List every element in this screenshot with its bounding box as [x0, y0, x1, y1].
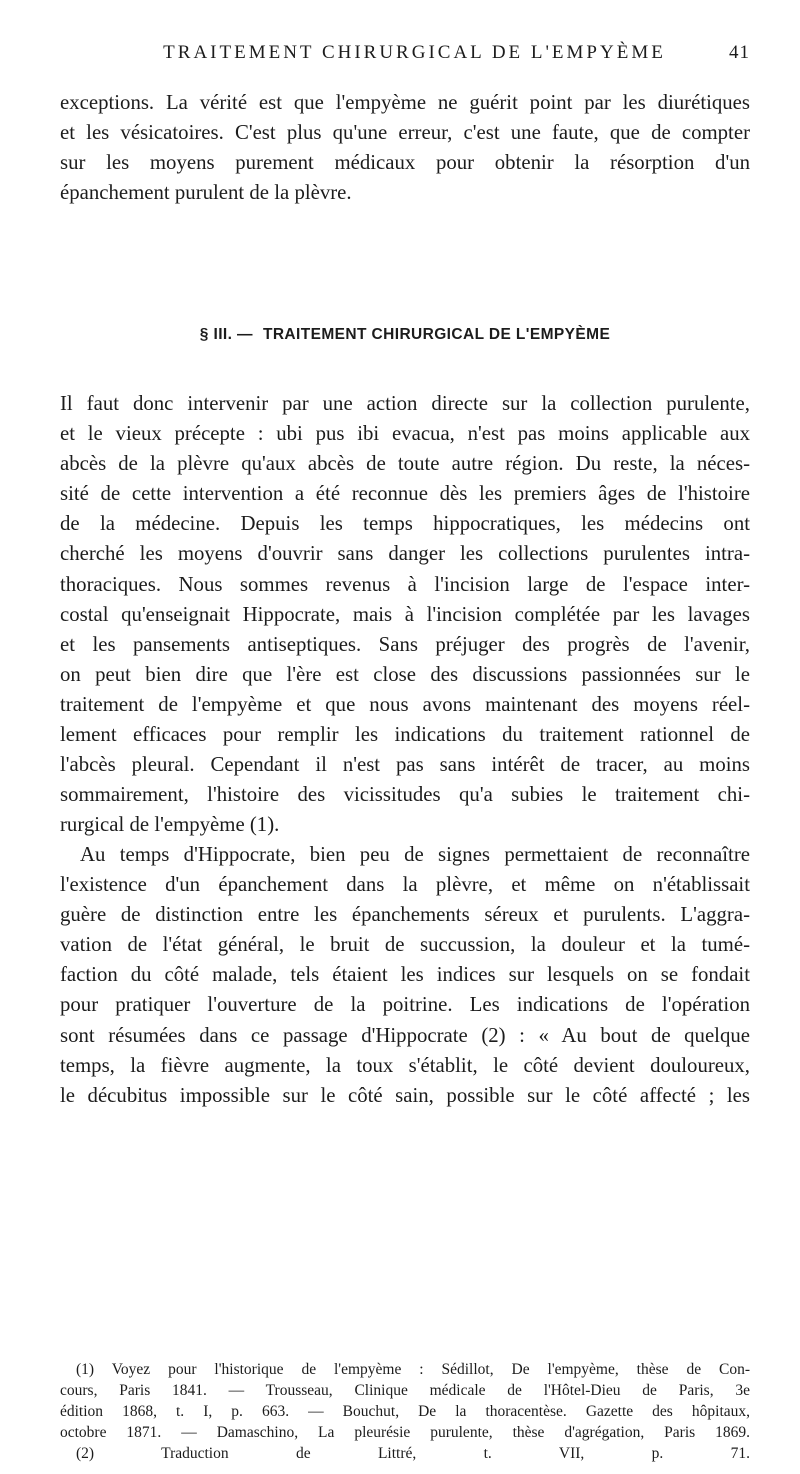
footnote-line: cours, Paris 1841. — Trousseau, Clinique médicale de l'Hôtel-Dieu de Paris, 3e: [60, 1382, 750, 1399]
text-line: de la médecine. Depuis les temps hippocratiques, les médecins ont: [60, 512, 750, 536]
text-line: et les vésicatoires. C'est plus qu'une erreur, c'est une faute, que de compter: [60, 121, 750, 145]
text-line: on peut bien dire que l'ère est close des discussions passionnées sur le: [60, 662, 750, 686]
text-line: sur les moyens purement médicaux pour obtenir la résorption d'un: [60, 151, 750, 175]
running-header: [60, 42, 750, 64]
footnote-line: (2) Traduction de Littré, t. VII, p. 71.: [76, 1445, 750, 1462]
text-line: épanchement purulent de la plèvre.: [60, 181, 352, 205]
footnotes: [60, 1359, 750, 1464]
text-line: l'abcès pleural. Cependant il n'est pas sans intérêt de tracer, au moins: [60, 753, 750, 777]
footnote-line: octobre 1871. — Damaschino, La pleurésie purulente, thèse d'agrégation, Paris 1869.: [60, 1424, 750, 1441]
page-number: 41: [729, 42, 750, 63]
text-line: traitement de l'empyème et que nous avons maintenant des moyens réel-: [60, 692, 750, 716]
text-line: temps, la fièvre augmente, la toux s'établit, le côté devient douloureux,: [60, 1053, 750, 1077]
section-heading: [60, 326, 750, 344]
text-line: sité de cette intervention a été reconnue dès les premiers âges de l'histoire: [60, 482, 750, 506]
text-line: faction du côté malade, tels étaient les indices sur lesquels on se fondait: [60, 963, 750, 987]
intro-paragraph: [60, 88, 750, 208]
text-line: Il faut donc intervenir par une action directe sur la collection purulente,: [60, 392, 750, 415]
text-line: Au temps d'Hippocrate, bien peu de signes permettaient de reconnaître: [80, 843, 750, 866]
text-line: lement efficaces pour remplir les indications du traitement rationnel de: [60, 723, 750, 747]
section-number: § III. —: [199, 326, 253, 343]
footnote-line: édition 1868, t. I, p. 663. — Bouchut, De la thoracentèse. Gazette des hôpitaux,: [60, 1403, 750, 1420]
text-line: sommairement, l'histoire des vicissitudes qu'a subies le traitement chi-: [60, 783, 750, 807]
text-line: thoraciques. Nous sommes revenus à l'incision large de l'espace inter-: [60, 572, 750, 596]
text-line: l'existence d'un épanchement dans la plèvre, et même on n'établissait: [60, 873, 750, 897]
text-line: vation de l'état général, le bruit de succussion, la douleur et la tumé-: [60, 933, 750, 957]
paragraph-1: [60, 389, 750, 840]
text-line: et le vieux précepte : ubi pus ibi evacua, n'est pas moins applicable aux: [60, 422, 750, 446]
footnote-line: (1) Voyez pour l'historique de l'empyème : Sédillot, De l'empyème, thèse de Con-: [76, 1361, 750, 1378]
text-line: pour pratiquer l'ouverture de la poitrine. Les indications de l'opération: [60, 993, 750, 1017]
text-line: abcès de la plèvre qu'aux abcès de toute autre région. Du reste, la néces-: [60, 452, 750, 476]
text-line: sont résumées dans ce passage d'Hippocrate (2) : « Au bout de quelque: [60, 1023, 750, 1047]
section-title: TRAITEMENT CHIRURGICAL DE L'EMPYÈME: [262, 326, 611, 343]
text-line: guère de distinction entre les épanchements séreux et purulents. L'aggra-: [60, 903, 750, 927]
text-line: rurgical de l'empyème (1).: [60, 813, 280, 837]
running-title: TRAITEMENT CHIRURGICAL DE L'EMPYÈME: [163, 42, 666, 63]
text-line: exceptions. La vérité est que l'empyème ne guérit point par les diurétiques: [60, 91, 750, 114]
text-line: le décubitus impossible sur le côté sain, possible sur le côté affecté ; les: [60, 1083, 750, 1107]
text-line: costal qu'enseignait Hippocrate, mais à l'incision complétée par les lavages: [60, 602, 750, 626]
text-line: cherché les moyens d'ouvrir sans danger les collections purulentes intra-: [60, 542, 750, 566]
paragraph-2: [60, 840, 750, 1111]
text-line: et les pansements antiseptiques. Sans préjuger des progrès de l'avenir,: [60, 632, 750, 656]
